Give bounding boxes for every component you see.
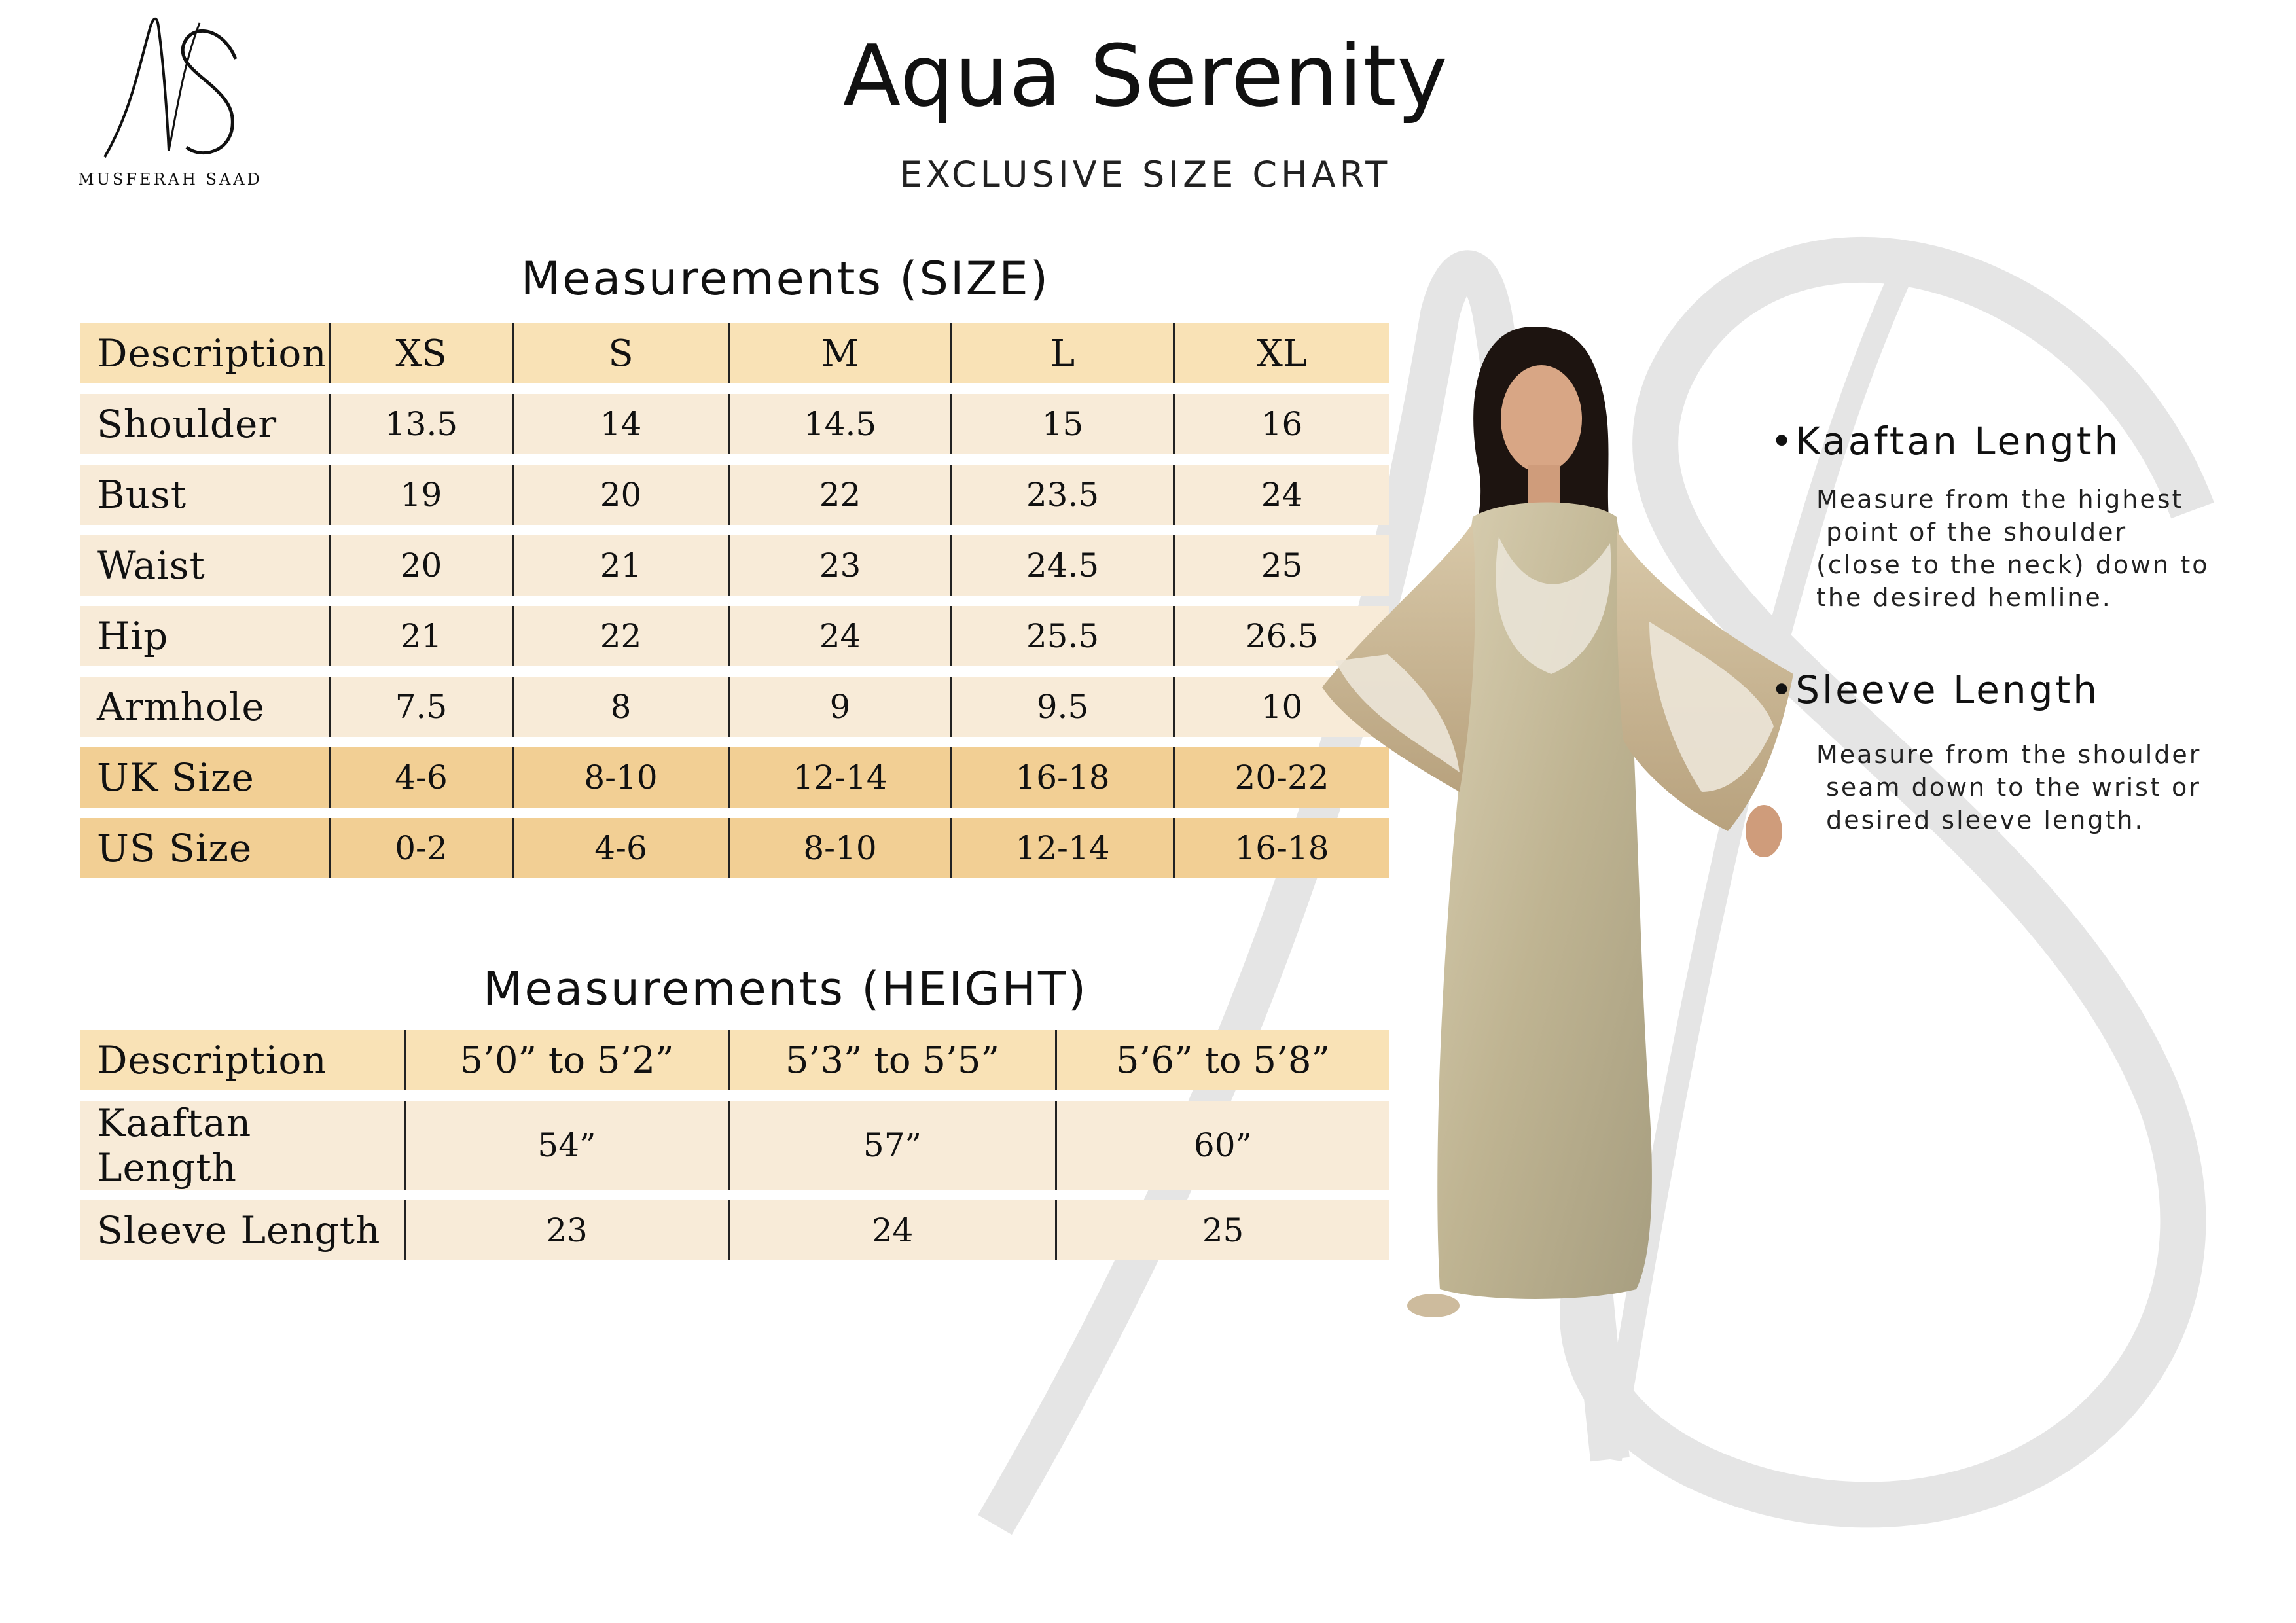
size-table-cell: 23.5 [950, 465, 1173, 525]
size-table-cell: 26.5 [1173, 606, 1389, 666]
size-table-row [80, 465, 1389, 525]
sleeve-line: seam down to the wrist or [1816, 773, 2201, 802]
size-table-row [80, 606, 1389, 666]
size-table-row [80, 677, 1389, 737]
size-table-header-cell: L [950, 323, 1173, 383]
size-table-row-label: Hip [80, 606, 329, 666]
sleeve-length-description [1816, 738, 2287, 836]
kaaftan-length-description [1816, 483, 2287, 614]
monogram-logo-icon [92, 13, 249, 164]
brand-name: MUSFERAH SAAD [78, 170, 262, 188]
size-table-cell: 0-2 [329, 818, 512, 878]
size-table-header-cell: XS [329, 323, 512, 383]
size-table-cell: 8-10 [512, 747, 728, 808]
size-table-cell: 9 [728, 677, 950, 737]
sleeve-line: Measure from the shoulder [1816, 740, 2202, 769]
size-table-cell: 16-18 [950, 747, 1173, 808]
size-table-cell: 19 [329, 465, 512, 525]
size-table-header-cell: XL [1173, 323, 1389, 383]
size-table-cell: 23 [728, 535, 950, 596]
height-table-cell: 25 [1055, 1200, 1389, 1260]
size-table-row-label: Armhole [80, 677, 329, 737]
height-table-row-label: Kaaftan Length [80, 1101, 404, 1190]
size-table-cell: 9.5 [950, 677, 1173, 737]
size-table-cell: 16 [1173, 394, 1389, 454]
height-table-cell: 54” [404, 1101, 728, 1190]
size-table-cell: 25.5 [950, 606, 1173, 666]
kaaftan-line: the desired hemline. [1816, 583, 2112, 612]
size-table-header-cell: M [728, 323, 950, 383]
size-measurements-table [80, 313, 1389, 889]
size-table-header-row [80, 323, 1389, 383]
size-table-cell: 10 [1173, 677, 1389, 737]
size-table-cell: 20 [329, 535, 512, 596]
size-table-cell: 21 [512, 535, 728, 596]
kaaftan-line: point of the shoulder [1816, 518, 2128, 546]
size-table-row-label: Shoulder [80, 394, 329, 454]
size-table-cell: 8 [512, 677, 728, 737]
sleeve-length-heading: •Sleeve Length [1770, 668, 2100, 712]
sleeve-line: desired sleeve length. [1816, 806, 2145, 834]
height-table-row [80, 1200, 1389, 1260]
size-table-cell: 12-14 [950, 818, 1173, 878]
brand-logo [65, 13, 275, 196]
size-table-cell: 14.5 [728, 394, 950, 454]
kaaftan-length-heading: •Kaaftan Length [1770, 419, 2121, 463]
height-table-header-row [80, 1030, 1389, 1090]
size-table-cell: 22 [728, 465, 950, 525]
page-subtitle: EXCLUSIVE SIZE CHART [899, 154, 1391, 195]
size-table-row [80, 535, 1389, 596]
size-table-row-label: UK Size [80, 747, 329, 808]
size-table-cell: 24.5 [950, 535, 1173, 596]
size-table-cell: 8-10 [728, 818, 950, 878]
height-table-header-cell: 5’0” to 5’2” [404, 1030, 728, 1090]
size-table-cell: 24 [728, 606, 950, 666]
size-table-row-label: US Size [80, 818, 329, 878]
size-table-row-label: Bust [80, 465, 329, 525]
size-table-cell: 22 [512, 606, 728, 666]
size-table-cell: 25 [1173, 535, 1389, 596]
size-table-cell: 13.5 [329, 394, 512, 454]
model-photo [1309, 321, 1820, 1355]
size-table-row-label: Waist [80, 535, 329, 596]
size-table-cell: 15 [950, 394, 1173, 454]
size-table-cell: 16-18 [1173, 818, 1389, 878]
height-table-header-cell: 5’3” to 5’5” [728, 1030, 1055, 1090]
size-table-cell: 20-22 [1173, 747, 1389, 808]
kaaftan-line: Measure from the highest [1816, 485, 2184, 514]
size-table-row [80, 747, 1389, 808]
size-table-cell: 24 [1173, 465, 1389, 525]
height-table-cell: 60” [1055, 1101, 1389, 1190]
size-table-cell: 12-14 [728, 747, 950, 808]
size-table-cell: 7.5 [329, 677, 512, 737]
size-table-cell: 20 [512, 465, 728, 525]
size-table-header-cell: S [512, 323, 728, 383]
page-title: Aqua Serenity [842, 26, 1448, 126]
height-table-cell: 24 [728, 1200, 1055, 1260]
height-section-title: Measurements (HEIGHT) [482, 962, 1088, 1016]
size-table-cell: 21 [329, 606, 512, 666]
height-table-cell: 23 [404, 1200, 728, 1260]
size-table-cell: 14 [512, 394, 728, 454]
height-table-row [80, 1101, 1389, 1190]
size-table-row [80, 818, 1389, 878]
height-table-header-cell: Description [80, 1030, 404, 1090]
size-section-title: Measurements (SIZE) [520, 252, 1050, 306]
height-table-header-cell: 5’6” to 5’8” [1055, 1030, 1389, 1090]
size-table-cell: 4-6 [512, 818, 728, 878]
height-table-row-label: Sleeve Length [80, 1200, 404, 1260]
size-table-row [80, 394, 1389, 454]
size-table-cell: 4-6 [329, 747, 512, 808]
kaaftan-line: (close to the neck) down to [1816, 550, 2210, 579]
height-table-cell: 57” [728, 1101, 1055, 1190]
height-measurements-table [80, 1020, 1389, 1271]
size-table-header-cell: Description [80, 323, 329, 383]
